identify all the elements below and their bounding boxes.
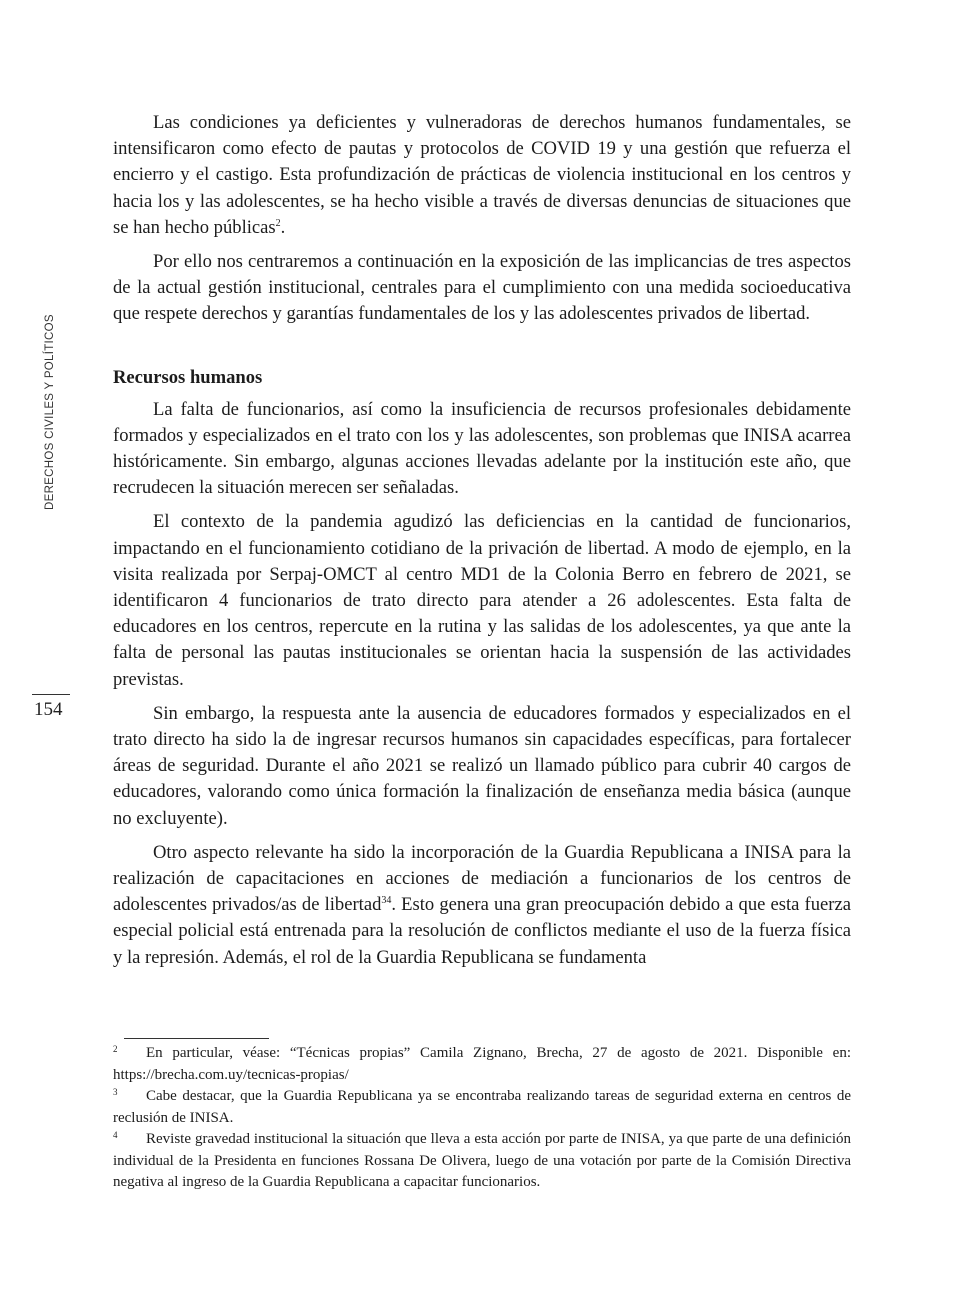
paragraph-1-end: . — [280, 216, 286, 238]
footnote-ref-34: 34 — [381, 895, 392, 907]
paragraph-6 — [113, 840, 851, 971]
paragraph-3: La falta de funcionarios, así como la insuficiencia de recursos profesionales debidamente formados y especializados en el trato con los y las adolescentes, son problemas que INISA acarrea históricamente. Sin embargo, algunas acciones llevadas adelante por la institución este año, que recrudecen la situación merecen ser señaladas. — [113, 398, 851, 499]
footnote-text: Cabe destacar, que la Guardia Republicana ya se encontraba realizando tareas de seguridad externa en centros de reclusión de INISA. — [113, 1088, 851, 1126]
footnote-3: 3 Cabe destacar, que la Guardia Republicana ya se encontraba realizando tareas de seguridad externa en centros de reclusión de INISA. — [113, 1087, 851, 1126]
page-number: 154 — [34, 699, 63, 720]
paragraph-6-text: Otro aspecto relevante ha sido la incorporación de la Guardia Republicana a INISA para la realización de capacitaciones en acciones de mediación a funcionarios de los centros de adolescentes privados/as de libertad — [113, 841, 851, 916]
footnote-ref-2: 2 — [275, 217, 281, 229]
paragraph-5: Sin embargo, la respuesta ante la ausencia de educadores formados y especializados en el trato directo ha sido la de ingresar recursos humanos sin capacidades específicas, para fortalecer áreas de seguridad. Durante el año 2021 se realizó un llamado público para cubrir 40 cargos de educadores, valorando como única formación la finalización de enseñanza media básica (aunque no excluyente). — [113, 702, 851, 829]
paragraph-1-text: Las condiciones ya deficientes y vulneradoras de derechos humanos fundamentales, se intensificaron como efecto de pautas y protocolos de COVID 19 y una gestión que refuerza el encierro y el castigo. Esta profundización de prácticas de violencia institucional en los centros y hacia los y las adolescentes, se ha hecho visible a través de diversas denuncias de situaciones que se han hecho públicas — [113, 112, 851, 238]
footnote-divider — [124, 1038, 269, 1039]
footnote-text: Reviste gravedad institucional la situación que lleva a esta acción por parte de INISA, ya que parte de una definición individual de la Presidenta en funciones Rossana De Olivera, luego de una votación por parte de la Comisión Directiva negativa al ingreso de la Guardia Republicana a capacitar funcionarios. — [113, 1131, 851, 1190]
footnote-2: 2 En particular, véase: “Técnicas propias” Camila Zignano, Brecha, 27 de agosto de 2021. Disponible en: https://brecha.com.uy/tecnicas-propias/ — [113, 1044, 851, 1083]
paragraph-6-end: . Esto genera una gran preocupación debido a que esta fuerza especial policial está entrenada para la resolución de conflictos mediante el uso de la fuerza física y la represión. Además, el rol de la Guardia Republicana se fundamenta — [113, 894, 851, 968]
paragraph-2: Por ello nos centraremos a continuación en la exposición de las implicancias de tres aspectos de la actual gestión institucional, centrales para el cumplimiento con una medida socioeducativa que respete derechos y garantías fundamentales de los y las adolescentes privados de libertad. — [113, 251, 851, 325]
paragraph-1 — [113, 110, 851, 241]
paragraph-4: El contexto de la pandemia agudizó las deficiencias en la cantidad de funcionarios, impactando en el funcionamiento cotidiano de la privación de libertad. A modo de ejemplo, en la visita realizada por Serpaj-OMCT al centro MD1 de la Colonia Berro en febrero de 2021, se identificaron 4 funcionarios de trato directo para atender a 26 adolescentes. Esta falta de educadores en los centros, repercute en la rutina y las salidas de los adolescentes, ya que ante la falta de personal las pautas institucionales se orientan hacia la suspensión de las actividades previstas. — [113, 511, 851, 690]
footnote-4: 4 Reviste gravedad institucional la situación que lleva a esta acción por parte de INISA, ya que parte de una definición individual de la Presidenta en funciones Rossana De Olivera, luego de una votación por parte de la Comisión Directiva negativa al ingreso de la Guardia Republicana a capacitar funcionarios. — [113, 1130, 851, 1190]
main-text — [113, 110, 851, 971]
section-heading: Recursos humanos — [113, 366, 263, 388]
section-side-label: DERECHOS CIVILES Y POLÍTICOS — [44, 314, 56, 510]
footnote-text: En particular, véase: “Técnicas propias” Camila Zignano, Brecha, 27 de agosto de 2021. Disponible en: https://brecha.com.uy/tecnicas-propias/ — [113, 1045, 851, 1083]
page-number-rule — [32, 694, 70, 695]
footnotes — [113, 1043, 851, 1194]
